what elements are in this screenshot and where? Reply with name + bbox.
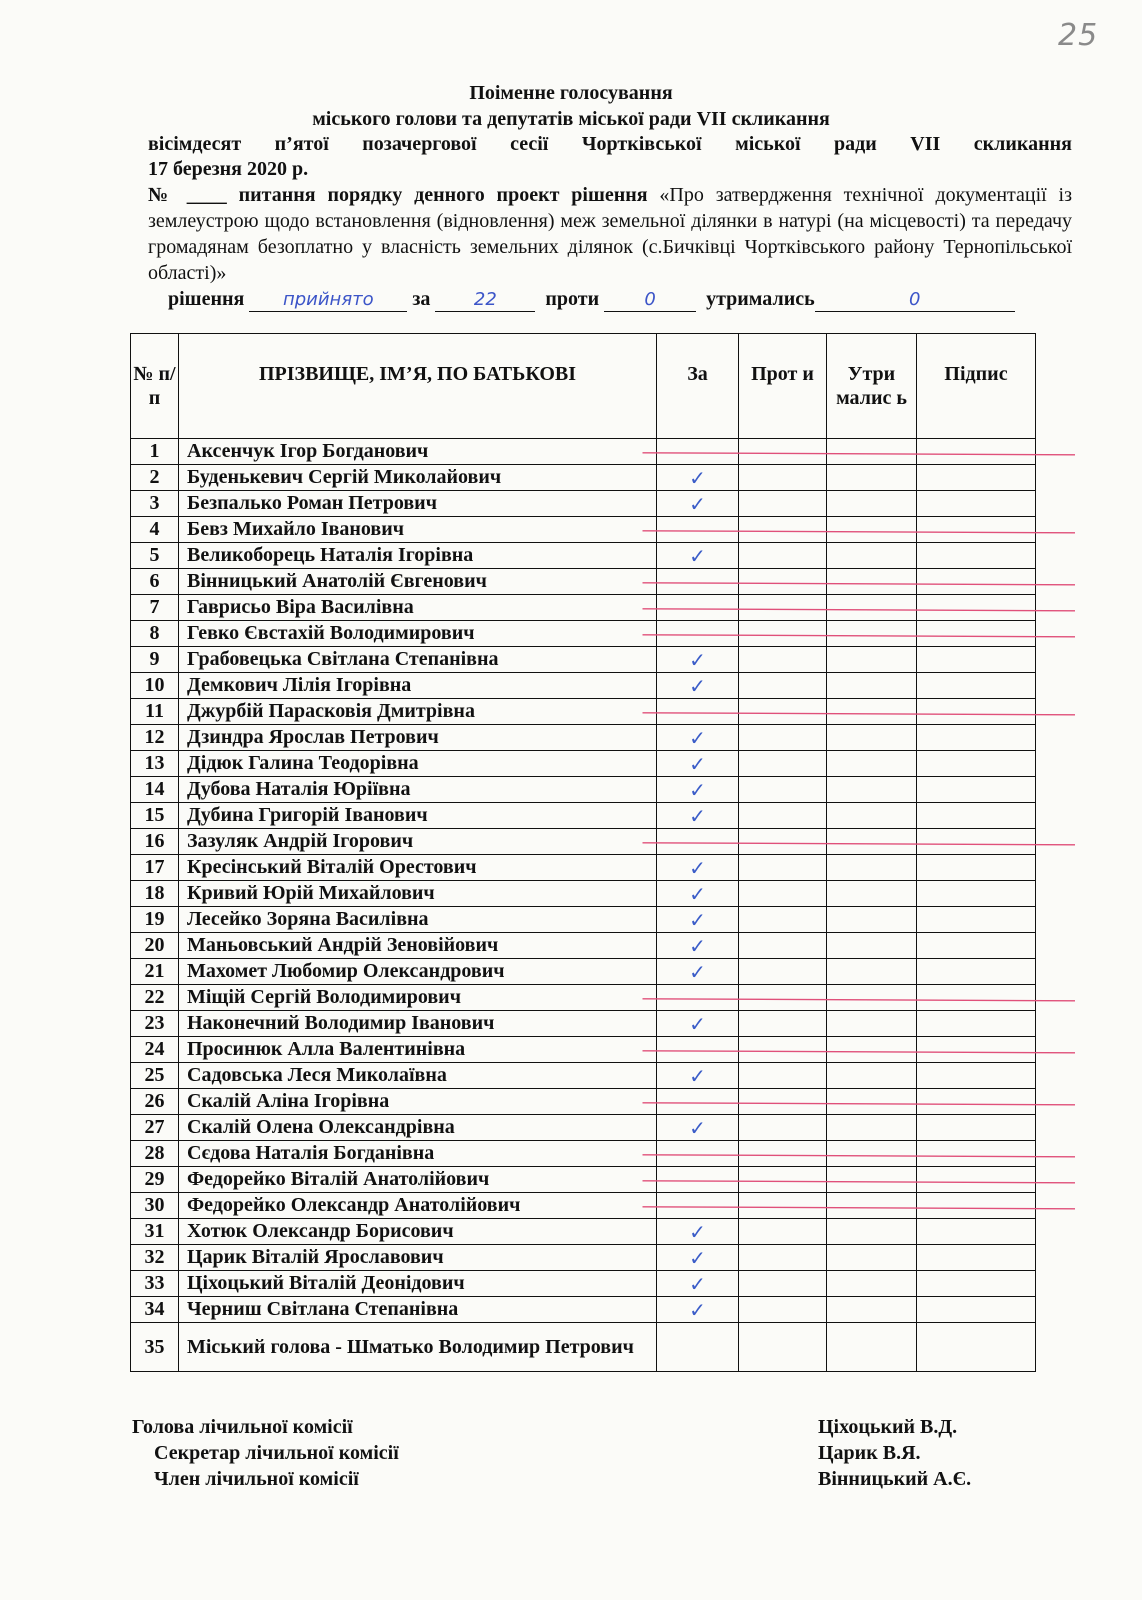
vote-for-cell: ✓ [657, 1245, 739, 1271]
vote-for-cell: ✓ [657, 1271, 739, 1297]
vote-for-cell: ✓ [657, 1011, 739, 1037]
vote-for-cell: ✓ [657, 491, 739, 517]
deputy-name: Бевз Михайло Іванович [179, 517, 657, 543]
vote-for-cell [657, 439, 739, 465]
deputy-name: Царик Віталій Ярославович [179, 1245, 657, 1271]
table-row [131, 1323, 1036, 1372]
col-header-abstain: Утри малис ь [827, 334, 917, 439]
vote-for-cell: ✓ [657, 1219, 739, 1245]
deputy-name: Великоборець Наталія Ігорівна [179, 543, 657, 569]
signature-cell [917, 491, 1036, 517]
deputy-name: Черниш Світлана Степанівна [179, 1297, 657, 1323]
row-number: 24 [131, 1037, 179, 1063]
agenda-number-blank: ____ [186, 184, 227, 206]
table-row [131, 465, 1036, 491]
agenda-label: питання порядку денного проект рішення [238, 184, 648, 206]
table-row [131, 1193, 1036, 1219]
row-number: 32 [131, 1245, 179, 1271]
deputy-name: Садовська Леся Миколаївна [179, 1063, 657, 1089]
signature-cell [917, 725, 1036, 751]
deputy-name: Маньовський Андрій Зеновійович [179, 933, 657, 959]
for-value: 22 [435, 291, 535, 312]
vote-abstain-cell [827, 829, 917, 855]
row-number: 9 [131, 647, 179, 673]
vote-abstain-cell [827, 803, 917, 829]
table-row [131, 933, 1036, 959]
vote-abstain-cell [827, 933, 917, 959]
row-number: 25 [131, 1063, 179, 1089]
table-row [131, 491, 1036, 517]
vote-for-cell [657, 1141, 739, 1167]
member-name: Вінницький А.Є. [818, 1468, 972, 1490]
table-row [131, 1219, 1036, 1245]
agenda-number-prefix: № [148, 184, 175, 206]
signature-cell [917, 517, 1036, 543]
table-row [131, 1115, 1036, 1141]
commission-labels [132, 1414, 399, 1492]
deputy-name: Дідюк Галина Теодорівна [179, 751, 657, 777]
row-number: 19 [131, 907, 179, 933]
row-number: 12 [131, 725, 179, 751]
row-number: 29 [131, 1167, 179, 1193]
table-row [131, 1037, 1036, 1063]
signature-cell [917, 1297, 1036, 1323]
table-row [131, 881, 1036, 907]
row-number: 26 [131, 1089, 179, 1115]
table-header-row [131, 334, 1036, 439]
signature-cell [917, 699, 1036, 725]
decision-label: рішення [168, 288, 245, 310]
vote-abstain-cell [827, 1219, 917, 1245]
signature-cell [917, 1037, 1036, 1063]
deputy-name: Аксенчук Ігор Богданович [179, 439, 657, 465]
deputy-name: Ціхоцький Віталій Деонідович [179, 1271, 657, 1297]
vote-for-cell [657, 699, 739, 725]
vote-for-cell [657, 1167, 739, 1193]
vote-against-cell [739, 751, 827, 777]
deputy-name: Грабовецька Світлана Степанівна [179, 647, 657, 673]
vote-against-cell [739, 465, 827, 491]
deputy-name: Безпалько Роман Петрович [179, 491, 657, 517]
vote-against-cell [739, 543, 827, 569]
vote-against-cell [739, 1271, 827, 1297]
signature-cell [917, 1063, 1036, 1089]
vote-for-cell [657, 1037, 739, 1063]
row-number: 22 [131, 985, 179, 1011]
vote-for-cell: ✓ [657, 777, 739, 803]
row-number: 34 [131, 1297, 179, 1323]
deputy-name: Буденькевич Сергій Миколайович [179, 465, 657, 491]
vote-abstain-cell [827, 569, 917, 595]
table-row [131, 725, 1036, 751]
signature-cell [917, 1115, 1036, 1141]
signature-cell [917, 465, 1036, 491]
vote-abstain-cell [827, 1037, 917, 1063]
table-row [131, 543, 1036, 569]
vote-for-cell [657, 595, 739, 621]
table-row [131, 621, 1036, 647]
vote-against-cell [739, 907, 827, 933]
table-row [131, 855, 1036, 881]
vote-for-cell: ✓ [657, 465, 739, 491]
table-row [131, 595, 1036, 621]
for-label: за [412, 288, 431, 310]
vote-abstain-cell [827, 517, 917, 543]
signature-cell [917, 1089, 1036, 1115]
row-number: 31 [131, 1219, 179, 1245]
signature-cell [917, 439, 1036, 465]
row-number: 10 [131, 673, 179, 699]
vote-against-cell [739, 1037, 827, 1063]
vote-against-cell [739, 517, 827, 543]
signature-cell [917, 1167, 1036, 1193]
against-label: проти [545, 288, 600, 310]
deputy-name: Джурбій Парасковія Дмитрівна [179, 699, 657, 725]
vote-abstain-cell [827, 1193, 917, 1219]
table-row [131, 985, 1036, 1011]
vote-abstain-cell [827, 1323, 917, 1372]
vote-against-cell [739, 1063, 827, 1089]
signature-cell [917, 1141, 1036, 1167]
table-row [131, 569, 1036, 595]
vote-abstain-cell [827, 647, 917, 673]
row-number: 4 [131, 517, 179, 543]
vote-against-cell [739, 1219, 827, 1245]
vote-against-cell [739, 1297, 827, 1323]
vote-abstain-cell [827, 959, 917, 985]
vote-abstain-cell [827, 1115, 917, 1141]
row-number: 30 [131, 1193, 179, 1219]
table-row [131, 1011, 1036, 1037]
signature-cell [917, 829, 1036, 855]
vote-for-cell [657, 829, 739, 855]
row-number: 5 [131, 543, 179, 569]
signature-cell [917, 933, 1036, 959]
vote-for-cell: ✓ [657, 751, 739, 777]
deputy-name: Кривий Юрій Михайлович [179, 881, 657, 907]
page-number: 25 [1058, 18, 1099, 53]
vote-for-cell: ✓ [657, 673, 739, 699]
vote-abstain-cell [827, 881, 917, 907]
vote-against-cell [739, 1089, 827, 1115]
signature-cell [917, 855, 1036, 881]
row-number: 28 [131, 1141, 179, 1167]
member-label: Член лічильної комісії [154, 1468, 359, 1490]
deputy-name: Махомет Любомир Олександрович [179, 959, 657, 985]
agenda-item [148, 182, 1072, 286]
vote-abstain-cell [827, 1141, 917, 1167]
row-number: 18 [131, 881, 179, 907]
row-number: 15 [131, 803, 179, 829]
decision-value: прийнято [249, 291, 407, 312]
session-date: 17 березня 2020 р. [148, 158, 309, 180]
vote-abstain-cell [827, 491, 917, 517]
deputy-name: Дубова Наталія Юріївна [179, 777, 657, 803]
vote-against-cell [739, 1167, 827, 1193]
deputy-name: Гевко Євстахій Володимирович [179, 621, 657, 647]
vote-for-cell: ✓ [657, 1115, 739, 1141]
vote-against-cell [739, 647, 827, 673]
vote-against-cell [739, 777, 827, 803]
signature-cell [917, 1193, 1036, 1219]
document-subtitle: міського голови та депутатів міської ради VII скликання [312, 108, 830, 130]
table-row [131, 699, 1036, 725]
vote-against-cell [739, 1011, 827, 1037]
vote-abstain-cell [827, 751, 917, 777]
vote-against-cell [739, 621, 827, 647]
col-header-signature: Підпис [917, 334, 1036, 439]
signature-cell [917, 569, 1036, 595]
vote-for-cell: ✓ [657, 543, 739, 569]
chair-label: Голова лічильної комісії [132, 1416, 353, 1438]
table-row [131, 1141, 1036, 1167]
row-number: 1 [131, 439, 179, 465]
vote-abstain-cell [827, 1167, 917, 1193]
vote-abstain-cell [827, 543, 917, 569]
table-row [131, 1089, 1036, 1115]
vote-for-cell [657, 1089, 739, 1115]
signature-cell [917, 1323, 1036, 1372]
vote-against-cell [739, 803, 827, 829]
table-row [131, 1063, 1036, 1089]
row-number: 35 [131, 1323, 179, 1372]
vote-abstain-cell [827, 1063, 917, 1089]
signature-cell [917, 803, 1036, 829]
vote-against-cell [739, 933, 827, 959]
commission-names [818, 1414, 971, 1492]
vote-against-cell [739, 959, 827, 985]
vote-against-cell [739, 491, 827, 517]
signature-cell [917, 621, 1036, 647]
row-number: 2 [131, 465, 179, 491]
table-row [131, 959, 1036, 985]
table-row [131, 803, 1036, 829]
deputy-name: Кресінський Віталій Орестович [179, 855, 657, 881]
vote-abstain-cell [827, 1089, 917, 1115]
row-number: 21 [131, 959, 179, 985]
deputy-name: Дзиндра Ярослав Петрович [179, 725, 657, 751]
vote-for-cell: ✓ [657, 959, 739, 985]
deputy-name: Скалій Олена Олександрівна [179, 1115, 657, 1141]
table-row [131, 1167, 1036, 1193]
vote-abstain-cell [827, 1245, 917, 1271]
signature-cell [917, 1011, 1036, 1037]
against-value: 0 [604, 291, 696, 312]
chair-name: Ціхоцький В.Д. [818, 1416, 958, 1438]
document-title: Поіменне голосування [469, 82, 673, 104]
row-number: 33 [131, 1271, 179, 1297]
table-row [131, 1245, 1036, 1271]
vote-for-cell [657, 517, 739, 543]
row-number: 17 [131, 855, 179, 881]
signature-cell [917, 959, 1036, 985]
abstain-label: утримались [706, 288, 815, 310]
agenda-text: «Про затвердження технічної документації із землеустрою щодо встановлення (відновлення) меж земельної ділянки в натурі (на місцевості) та передачу громадянам безоплатно у власність земельних ділянок (с.Бичківці Чортківського району Тернопільської області)» [148, 184, 1073, 284]
vote-abstain-cell [827, 725, 917, 751]
vote-table [130, 333, 1036, 1372]
vote-against-cell [739, 829, 827, 855]
table-row [131, 1271, 1036, 1297]
table-row [131, 751, 1036, 777]
deputy-name: Лесейко Зоряна Василівна [179, 907, 657, 933]
vote-for-cell: ✓ [657, 933, 739, 959]
vote-against-cell [739, 881, 827, 907]
vote-table-body [131, 439, 1036, 1372]
vote-against-cell [739, 1245, 827, 1271]
row-number: 11 [131, 699, 179, 725]
deputy-name: Зазуляк Андрій Ігорович [179, 829, 657, 855]
deputy-name: Наконечний Володимир Іванович [179, 1011, 657, 1037]
secretary-name: Царик В.Я. [818, 1442, 921, 1464]
vote-against-cell [739, 699, 827, 725]
table-row [131, 647, 1036, 673]
vote-abstain-cell [827, 621, 917, 647]
vote-abstain-cell [827, 777, 917, 803]
row-number: 13 [131, 751, 179, 777]
vote-against-cell [739, 569, 827, 595]
table-row [131, 829, 1036, 855]
table-row [131, 517, 1036, 543]
secretary-label: Секретар лічильної комісії [154, 1442, 399, 1464]
decision-line [168, 288, 1015, 312]
table-row [131, 907, 1036, 933]
table-row [131, 673, 1036, 699]
row-number: 20 [131, 933, 179, 959]
vote-against-cell [739, 855, 827, 881]
vote-for-cell: ✓ [657, 881, 739, 907]
vote-for-cell: ✓ [657, 725, 739, 751]
vote-for-cell [657, 621, 739, 647]
deputy-name: Гаврисьо Віра Василівна [179, 595, 657, 621]
vote-for-cell: ✓ [657, 1297, 739, 1323]
session-line: вісімдесят п’ятої позачергової сесії Чортківської міської ради VII скликання [148, 133, 1072, 155]
vote-against-cell [739, 673, 827, 699]
row-number: 27 [131, 1115, 179, 1141]
row-number: 16 [131, 829, 179, 855]
vote-abstain-cell [827, 985, 917, 1011]
vote-for-cell: ✓ [657, 1063, 739, 1089]
vote-against-cell [739, 725, 827, 751]
signature-cell [917, 751, 1036, 777]
row-number: 6 [131, 569, 179, 595]
deputy-name: Міщій Сергій Володимирович [179, 985, 657, 1011]
row-number: 8 [131, 621, 179, 647]
vote-abstain-cell [827, 673, 917, 699]
signature-cell [917, 1245, 1036, 1271]
vote-for-cell: ✓ [657, 647, 739, 673]
deputy-name: Скалій Аліна Ігорівна [179, 1089, 657, 1115]
vote-abstain-cell [827, 1271, 917, 1297]
vote-for-cell: ✓ [657, 855, 739, 881]
vote-abstain-cell [827, 595, 917, 621]
vote-for-cell [657, 985, 739, 1011]
vote-for-cell [657, 1323, 739, 1372]
vote-against-cell [739, 1323, 827, 1372]
row-number: 14 [131, 777, 179, 803]
vote-for-cell: ✓ [657, 803, 739, 829]
vote-against-cell [739, 595, 827, 621]
table-row [131, 439, 1036, 465]
deputy-name: Просинюк Алла Валентинівна [179, 1037, 657, 1063]
row-number: 3 [131, 491, 179, 517]
table-row [131, 777, 1036, 803]
deputy-name: Федорейко Віталій Анатолійович [179, 1167, 657, 1193]
deputy-name: Сєдова Наталія Богданівна [179, 1141, 657, 1167]
signature-cell [917, 647, 1036, 673]
vote-against-cell [739, 1141, 827, 1167]
deputy-name: Федорейко Олександр Анатолійович [179, 1193, 657, 1219]
vote-abstain-cell [827, 855, 917, 881]
row-number: 7 [131, 595, 179, 621]
vote-for-cell [657, 569, 739, 595]
signature-cell [917, 595, 1036, 621]
deputy-name: Вінницький Анатолій Євгенович [179, 569, 657, 595]
vote-abstain-cell [827, 1011, 917, 1037]
vote-against-cell [739, 439, 827, 465]
vote-against-cell [739, 1115, 827, 1141]
col-header-against: Прот и [739, 334, 827, 439]
col-header-num: № п/п [131, 334, 179, 439]
deputy-name: Хотюк Олександр Борисович [179, 1219, 657, 1245]
signature-cell [917, 777, 1036, 803]
deputy-name: Демкович Лілія Ігорівна [179, 673, 657, 699]
vote-against-cell [739, 1193, 827, 1219]
signature-cell [917, 985, 1036, 1011]
signature-cell [917, 673, 1036, 699]
vote-abstain-cell [827, 439, 917, 465]
signature-cell [917, 1219, 1036, 1245]
vote-abstain-cell [827, 907, 917, 933]
deputy-name: Міський голова - Шматько Володимир Петрович [179, 1323, 657, 1372]
abstain-value: 0 [815, 291, 1015, 312]
vote-for-cell: ✓ [657, 907, 739, 933]
vote-abstain-cell [827, 465, 917, 491]
table-row [131, 1297, 1036, 1323]
col-header-name: ПРІЗВИЩЕ, ІМ’Я, ПО БАТЬКОВІ [179, 334, 657, 439]
signature-cell [917, 543, 1036, 569]
vote-abstain-cell [827, 699, 917, 725]
signature-cell [917, 907, 1036, 933]
signature-cell [917, 881, 1036, 907]
vote-for-cell [657, 1193, 739, 1219]
row-number: 23 [131, 1011, 179, 1037]
deputy-name: Дубина Григорій Іванович [179, 803, 657, 829]
vote-against-cell [739, 985, 827, 1011]
signature-cell [917, 1271, 1036, 1297]
col-header-for: За [657, 334, 739, 439]
vote-abstain-cell [827, 1297, 917, 1323]
